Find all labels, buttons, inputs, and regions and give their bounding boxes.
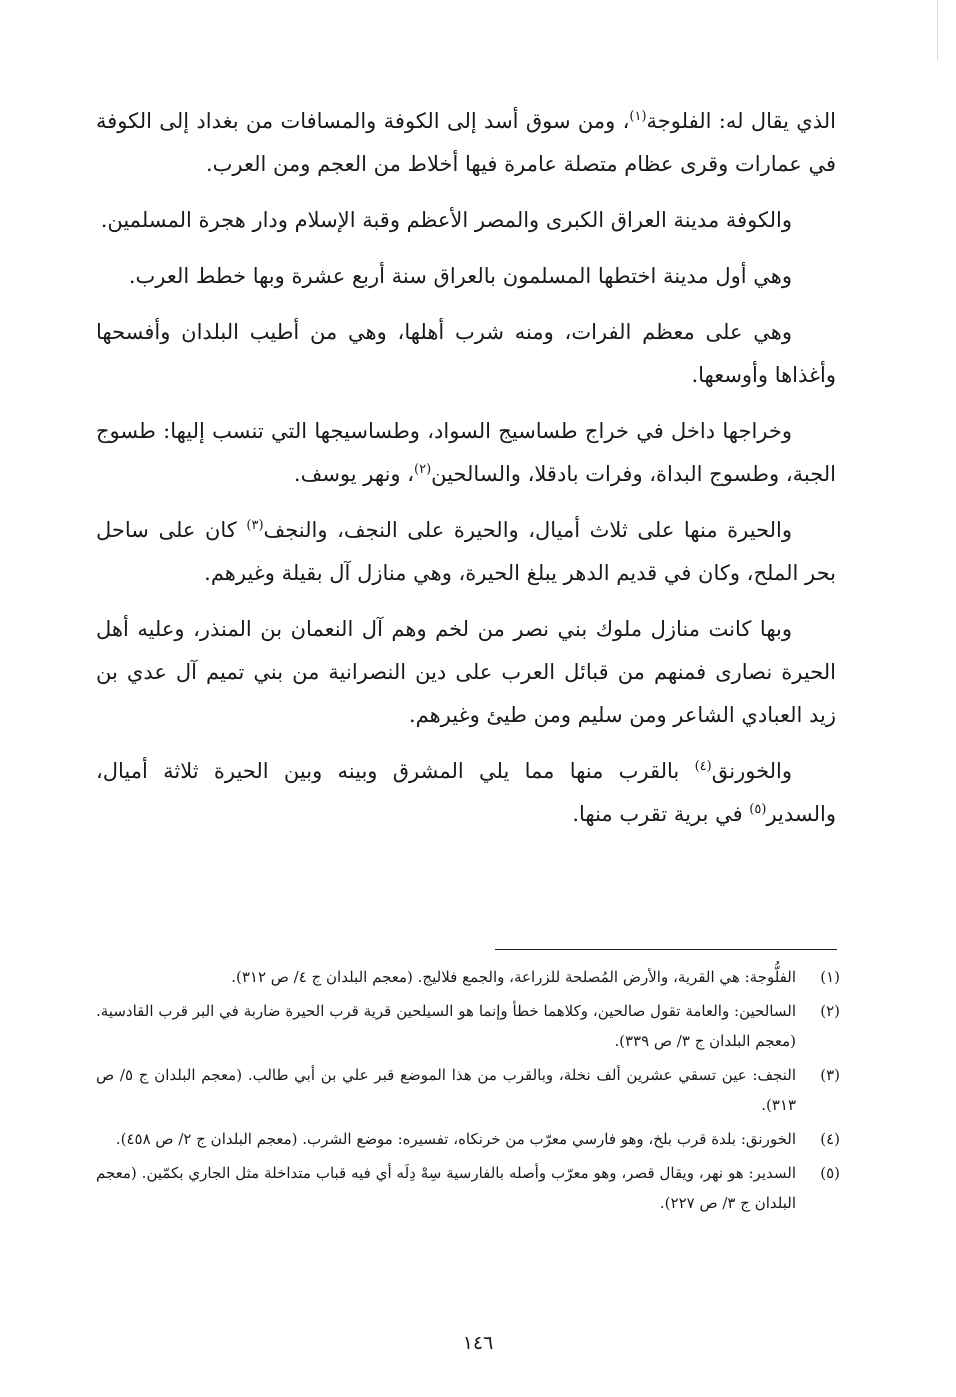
footnote-marker-3[interactable]: (٣) bbox=[246, 518, 264, 533]
scan-edge-line bbox=[937, 0, 938, 60]
paragraph-3 bbox=[96, 255, 836, 298]
paragraph-7-text: وبها كانت منازل ملوك بني نصر من لخم وهم آل النعمان بن المنذر، وعليه أهل الحيرة نصارى فمنهم من قبائل العرب على دين النصرانية من بني تميم آل عدي بن زيد العبادي الشاعر ومن سليم ومن طيئ وغيرهم. bbox=[96, 617, 836, 727]
footnote-marker-5[interactable]: (٥) bbox=[749, 802, 767, 817]
paragraph-4 bbox=[96, 311, 836, 397]
paragraph-6-text-start: والحيرة منها على ثلاث أميال، والحيرة على النجف، والنجف bbox=[263, 518, 792, 542]
footnote-4-number: (٤) bbox=[820, 1130, 840, 1148]
footnote-5 bbox=[96, 1158, 840, 1218]
footnote-marker-4[interactable]: (٤) bbox=[694, 759, 712, 774]
footnote-marker-1[interactable]: (١) bbox=[629, 109, 647, 124]
footnote-2-number: (٢) bbox=[820, 1002, 840, 1020]
paragraph-5-text-start: وخراجها داخل في خراج طساسيج السواد، وطساسيجها التي تنسب إليها: طسوج الجبة، وطسوج البداة، وفرات بادقلا، والسالحين bbox=[96, 419, 836, 486]
footnote-5-number: (٥) bbox=[820, 1164, 840, 1182]
paragraph-2-text: والكوفة مدينة العراق الكبرى والمصر الأعظم وقبة الإسلام ودار هجرة المسلمين. bbox=[100, 208, 792, 232]
paragraph-2 bbox=[96, 199, 836, 242]
footnote-separator bbox=[495, 949, 837, 950]
footnotes-section bbox=[96, 962, 840, 1222]
paragraph-5-text-end: ، ونهر يوسف. bbox=[293, 462, 415, 486]
paragraph-8-text-start: والخورنق bbox=[711, 759, 792, 783]
footnote-4-text: الخورنق: بلدة قرب بلخ، وهو فارسي معرّب من خرنكاه، تفسيره: موضع الشرب. (معجم البلدان ج ٢/ ص ٤٥٨). bbox=[115, 1130, 796, 1148]
paragraph-6 bbox=[96, 509, 836, 595]
paragraph-3-text: وهي أول مدينة اختطها المسلمون بالعراق سنة أربع عشرة وبها خطط العرب. bbox=[128, 264, 792, 288]
footnote-3-number: (٣) bbox=[820, 1066, 840, 1084]
paragraph-8 bbox=[96, 750, 836, 836]
footnote-1-number: (١) bbox=[820, 968, 840, 986]
footnote-2 bbox=[96, 996, 840, 1056]
paragraph-7 bbox=[96, 608, 836, 737]
page-number: ١٤٦ bbox=[462, 1332, 494, 1354]
paragraph-1-text-end: ، ومن سوق أسد إلى الكوفة والمسافات من بغداد إلى الكوفة في عمارات وقرى عظام متصلة عامرة فيها أخلاط من العجم ومن العرب. bbox=[96, 109, 836, 176]
footnote-marker-2[interactable]: (٢) bbox=[414, 462, 432, 477]
footnote-1-text: الفلُّوجة: هي القرية، والأرض المُصلحة للزراعة، والجمع فلاليج. (معجم البلدان ج ٤/ ص ٣١٢). bbox=[231, 968, 796, 986]
paragraph-8-text-middle: بالقرب منها مما يلي المشرق وبينه وبين الحيرة ثلاثة أميال، والسدير bbox=[96, 759, 836, 826]
paragraph-8-text-end: في برية تقرب منها. bbox=[572, 802, 750, 826]
footnote-5-text: السدير: هو نهر، ويقال قصر، وهو معرّب وأصله بالفارسية سِهْ دِلَه أي فيه قباب متداخلة مثل الجاري بكمّين. (معجم البلدان ج ٣/ ص ٢٢٧). bbox=[96, 1164, 796, 1212]
main-text bbox=[96, 100, 836, 849]
footnote-4 bbox=[96, 1124, 840, 1154]
footnote-2-text: السالحين: والعامة تقول صالحين، وكلاهما خطأ وإنما هو السيلحين قرية قرب الحيرة ضاربة في البر قرب القادسية. (معجم البلدان ج ٣/ ص ٣٣٩). bbox=[96, 1002, 796, 1050]
footnote-3 bbox=[96, 1060, 840, 1120]
paragraph-6-text-end: كان على ساحل بحر الملح، وكان في قديم الدهر يبلغ الحيرة، وهي منازل آل بقيلة وغيرهم. bbox=[96, 518, 836, 585]
paragraph-5 bbox=[96, 410, 836, 496]
footnote-1 bbox=[96, 962, 840, 992]
paragraph-1 bbox=[96, 100, 836, 186]
paragraph-1-text-start: الذي يقال له: الفلوجة bbox=[646, 109, 836, 133]
paragraph-4-text: وهي على معظم الفرات، ومنه شرب أهلها، وهي من أطيب البلدان وأفسحها وأغذاها وأوسعها. bbox=[96, 320, 836, 387]
footnote-3-text: النجف: عين تسقي عشرين ألف نخلة، وبالقرب من هذا الموضع قبر علي بن أبي طالب. (معجم البلدان ج ٥/ ص ٣١٣). bbox=[96, 1066, 796, 1114]
